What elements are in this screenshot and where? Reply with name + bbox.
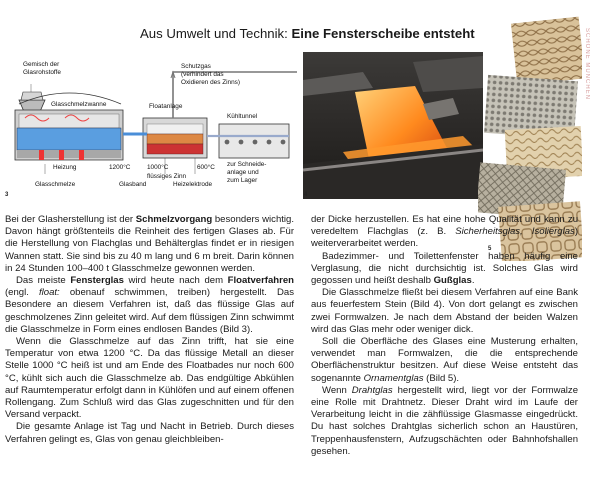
paragraph [311,214,578,251]
text-column-right [311,214,578,458]
paragraph [5,214,294,275]
label-1000c: 1000°C [147,164,169,171]
text-run: ) weiterverarbeitet werden. [311,226,578,250]
label-gemisch-2: Glasrohstoffe [23,69,61,76]
title-prefix: Aus Umwelt und Technik: [140,26,292,41]
text-run: Gußglas [433,275,472,287]
side-margin-mark: SCHÖNE MÜNCHEN [584,28,590,101]
label-schutzgas-3: Oxidieren des Zinns) [181,79,240,86]
label-glasband: Glasband [119,181,147,188]
label-glasschmelze: Glasschmelze [35,181,76,188]
text-run: Drahtglas [351,384,393,396]
text-column-left [5,214,294,446]
figure-number-5: 5 [488,246,492,252]
text-run: der Dicke herzustellen. Es hat eine hohe Qualität und kann zu veredeltem Flachglas (z. B. [311,214,578,238]
label-heizung: Heizung [53,164,77,171]
figure-number-4: 4 [304,192,308,198]
label-gemisch-1: Gemisch der [23,61,60,68]
float-process-diagram [5,52,301,202]
text-run: Die Glasschmelze fließt bei diesem Verfahren auf eine Bank aus feuerfestem Stein (Bild 4). Von dort gelangt es zwischen zwei Formwalzen. Je nach dem Abstand der beiden Walzen wird das Glas mehr oder weniger dick. [311,287,578,335]
text-run: Bei der Glasherstellung ist der [5,214,136,225]
text-run: . [471,275,475,287]
text-run: Badezimmer- und Toilettenfenster haben häufig eine Verglasung, die nicht durchsichtig ist. Solches Glas wird gegossen und heißt deshalb [311,250,578,287]
label-schneide-3: zum Lager [227,177,258,184]
label-heizelektrode: Heizelektrode [173,181,213,188]
text-run: wird heute nach dem [123,275,228,287]
text-run: besonders wichtig. Davon hängt größtenteils die Reinheit des fertigen Glases ab. Für die Herstellung von Flachglas und Behälterglas findet er in riesigen Wannen statt. Sie sind bis zu 40 m lang und 6 m breit. Darin können in 24 Stunden 100–400 t Glasschmelze gewonnen werden. [5,214,294,274]
paragraph [311,336,578,385]
text-run: Wenn [322,384,352,396]
label-schutzgas-2: (verhindert das [181,71,224,78]
text-run: obenauf schwimmen, treiben) hergestellt. Das Besondere an diesem Verfahren ist, daß das flüssige Glas auf geschmolzenes Zinn geleitet wird. Auf dem flüssigen Zinn schwimmt die Glasschmelze in Form eines endlosen Bandes (Bild 3). [5,287,294,335]
text-run: Die gesamte Anlage ist Tag und Nacht in Betrieb. Durch dieses Verfahren gelingt es, Glas von genau gleichbleiben- [5,421,294,445]
text-run: hergestellt wird, liegt vor der Formwalze eine Rolle mit Drahtnetz. Dieser Draht wird im Laufe der Verarbeitung leicht in die zähflüssige Glasmasse eingedrückt. Du hast solches Drahtglas sicherlich schon an Haustüren, Treppenhausfenstern, Aufzugschächten oder Bahnhofshallen gesehen. [311,384,579,457]
text-run: Soll die Oberfläche des Glases eine Musterung erhalten, verwendet man Formwalzen, die die entsprechende Oberflächenstruktur besitzen. Auf diese Weise entsteht das sogenannte [311,336,578,384]
text-run: (Bild 5). [423,372,460,384]
label-kuehltunnel: Kühltunnel [227,113,258,120]
label-fluessiges-zinn: flüssiges Zinn [147,173,187,180]
label-1200c: 1200°C [109,164,131,171]
paragraph [5,275,294,336]
text-run: Sicherheitsglas, Isolierglas [455,226,575,238]
text-run: Floatverfahren [227,275,294,287]
label-schneide-2: anlage und [227,169,259,176]
text-run: (engl. [5,287,40,299]
label-glasschmelzwanne: Glasschmelzwanne [51,101,107,108]
text-run: Wenn die Glasschmelze auf das Zinn trifft, hat sie eine Temperatur von etwa 1200 °C. Da das flüssige Metall an dieser Stelle 1000 °C heiß ist und am Ende des Floatbades nur noch 600 °C, kühlt sich auch die Glasschmelze ab. Das endgültige Abkühlen auf Raumtemperatur erfolgt dann in Kühlöfen und auf einem offenen Rollengang. Zum Schluß wird das Glas zugeschnitten und für den Versand verpackt. [5,336,294,421]
label-floatanlage: Floatanlage [149,103,183,110]
figure-number-3: 3 [5,192,9,198]
label-schutzgas-1: Schutzgas [181,63,211,70]
title-main: Eine Fensterscheibe entsteht [291,26,475,41]
text-run: Das meiste [16,275,71,287]
text-run: float: [39,287,60,299]
paragraph [5,421,294,445]
label-schneide-1: zur Schneide- [227,161,267,168]
page-title [140,26,475,41]
paragraph [5,336,294,421]
text-run: Schmelzvorgang [135,214,213,225]
paragraph [311,287,578,336]
label-600c: 600°C [197,164,215,171]
text-run: Ornamentglas [363,372,424,384]
text-run: Fensterglas [70,275,124,287]
cast-glass-photo [303,52,483,199]
paragraph [311,385,578,458]
paragraph [311,251,578,288]
